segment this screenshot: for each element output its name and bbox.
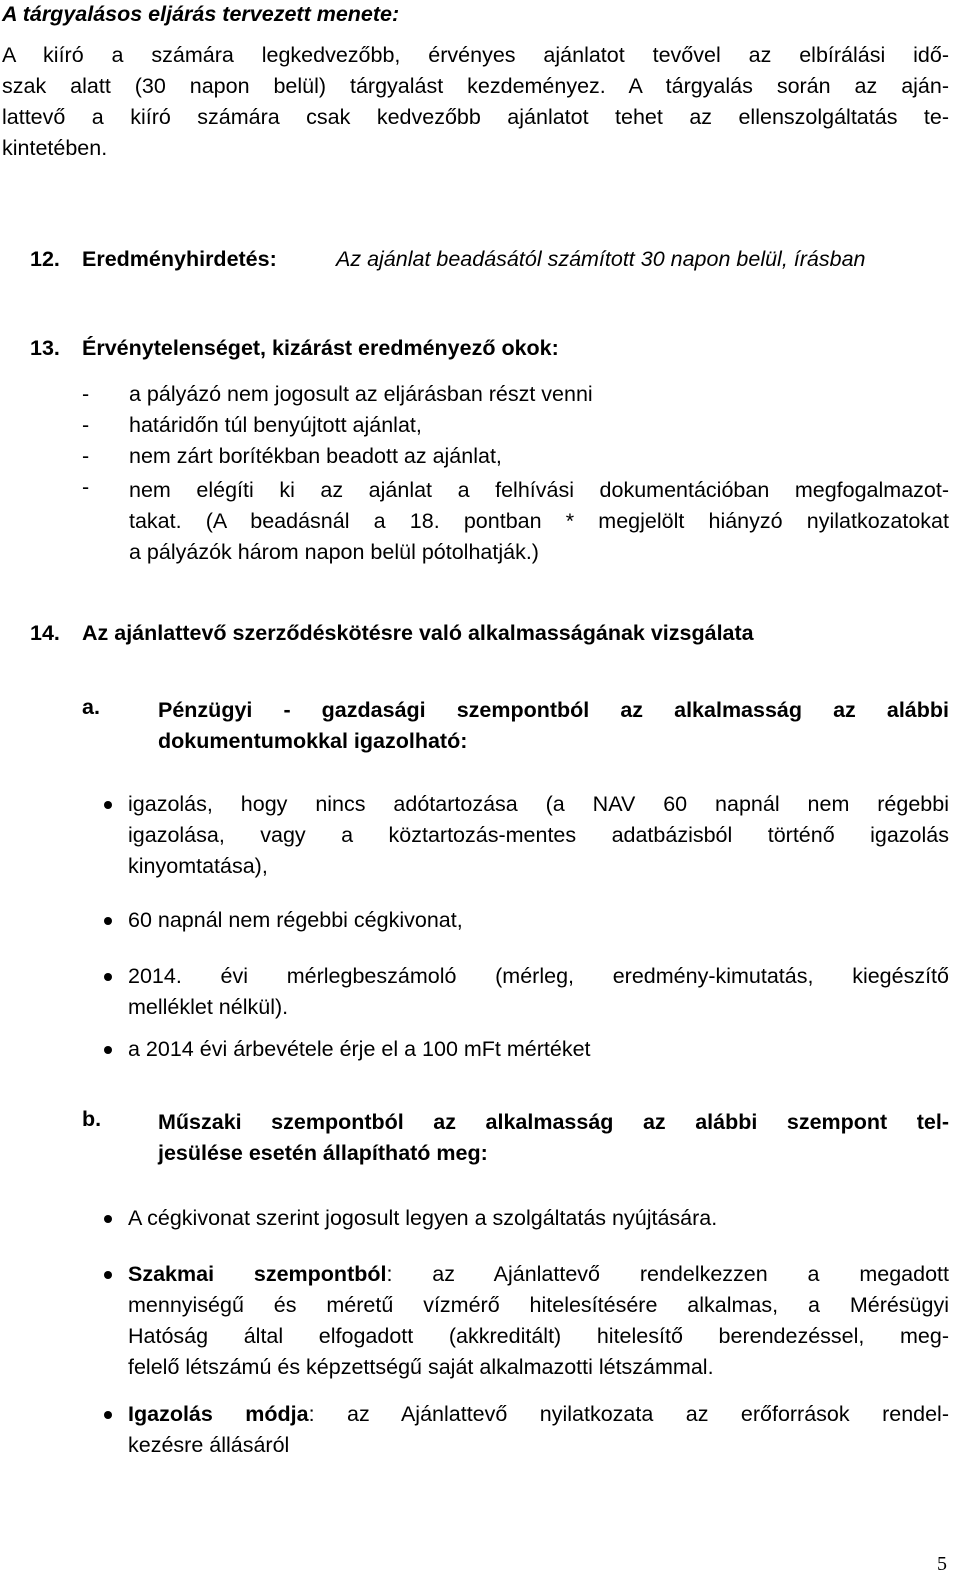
tender-line: lattevő a kiíró számára csak kedvezőbb ajánlatot tehet az ellenszolgáltatás te- <box>2 105 949 129</box>
list-item: Szakmai szempontból: az Ajánlattevő rendelkezzen a megadott mennyiségű és méretű vízmérő hitelesítésére alkalmas, a Mérésügyi Hatóság által elfogadott (akkreditált) hitelesítő berendezéssel, meg- felelő létszámú és képzettségű saját alkalmazotti létszámmal. <box>128 1262 949 1379</box>
sub-a-letter: a. <box>82 695 100 719</box>
bullet-icon <box>104 1411 112 1419</box>
bullet-icon <box>104 973 112 981</box>
bullet-icon <box>104 917 112 925</box>
section-12-title: Eredményhirdetés: <box>82 247 277 271</box>
label-szakmai: Szakmai szempontból <box>128 1262 387 1286</box>
dash-marker: - <box>82 444 90 468</box>
tender-heading: A tárgyalásos eljárás tervezett menete: <box>2 2 400 26</box>
dash-marker: - <box>82 475 90 499</box>
list-item: Igazolás módja: az Ajánlattevő nyilatkozata az erőforrások rendel- kezésre állásáról <box>128 1402 949 1457</box>
bullet-icon <box>104 1046 112 1054</box>
tender-line: kintetében. <box>2 136 108 160</box>
sub-b-letter: b. <box>82 1107 102 1131</box>
list-item: A cégkivonat szerint jogosult legyen a szolgáltatás nyújtására. <box>128 1206 718 1230</box>
dash-marker: - <box>82 382 90 406</box>
list-item: a 2014 évi árbevétele érje el a 100 mFt mértéket <box>128 1037 591 1061</box>
section-14-title: Az ajánlattevő szerződéskötésre való alkalmasságának vizsgálata <box>82 621 754 645</box>
list-item: igazolás, hogy nincs adótartozása (a NAV 60 napnál nem régebbi igazolása, vagy a köztartozás-mentes adatbázisból történő igazolás kinyomtatása), <box>128 792 949 878</box>
section-14-number: 14. <box>30 621 60 645</box>
dash-marker: - <box>82 413 90 437</box>
tender-paragraph <box>2 40 949 164</box>
section-12-number: 12. <box>30 247 60 271</box>
tender-line: szak alatt (30 napon belül) tárgyalást kezdeményez. A tárgyalás során az aján- <box>2 74 949 98</box>
list-item: 2014. évi mérlegbeszámoló (mérleg, eredmény-kimutatás, kiegészítő melléklet nélkül). <box>128 964 949 1019</box>
page-number: 5 <box>937 1553 947 1575</box>
list-item: határidőn túl benyújtott ajánlat, <box>129 413 422 437</box>
list-item: nem elégíti ki az ajánlat a felhívási dokumentációban megfogalmazot- takat. (A beadásnál a 18. pontban * megjelölt hiányzó nyilatkozatokat a pályázók három napon belül pótolhatják.) <box>129 478 949 564</box>
bullet-icon <box>104 1271 112 1279</box>
section-13-title: Érvénytelenséget, kizárást eredményező okok: <box>82 336 559 360</box>
bullet-icon <box>104 801 112 809</box>
section-13-number: 13. <box>30 336 60 360</box>
list-item: 60 napnál nem régebbi cégkivonat, <box>128 908 463 932</box>
sub-a-title: Pénzügyi - gazdasági szempontból az alkalmasság az alábbi dokumentumokkal igazolható: <box>158 698 949 753</box>
list-item: a pályázó nem jogosult az eljárásban részt venni <box>129 382 593 406</box>
section-12-text: Az ajánlat beadásától számított 30 napon belül, írásban <box>336 247 866 271</box>
sub-b-title: Műszaki szempontból az alkalmasság az alábbi szempont tel- jesülése esetén állapítható meg: <box>158 1110 949 1165</box>
list-item: nem zárt borítékban beadott az ajánlat, <box>129 444 502 468</box>
bullet-icon <box>104 1215 112 1223</box>
tender-line: A kiíró a számára legkedvezőbb, érvényes ajánlatot tevővel az elbírálási idő- <box>2 43 949 67</box>
label-igazolas: Igazolás módja <box>128 1402 309 1426</box>
